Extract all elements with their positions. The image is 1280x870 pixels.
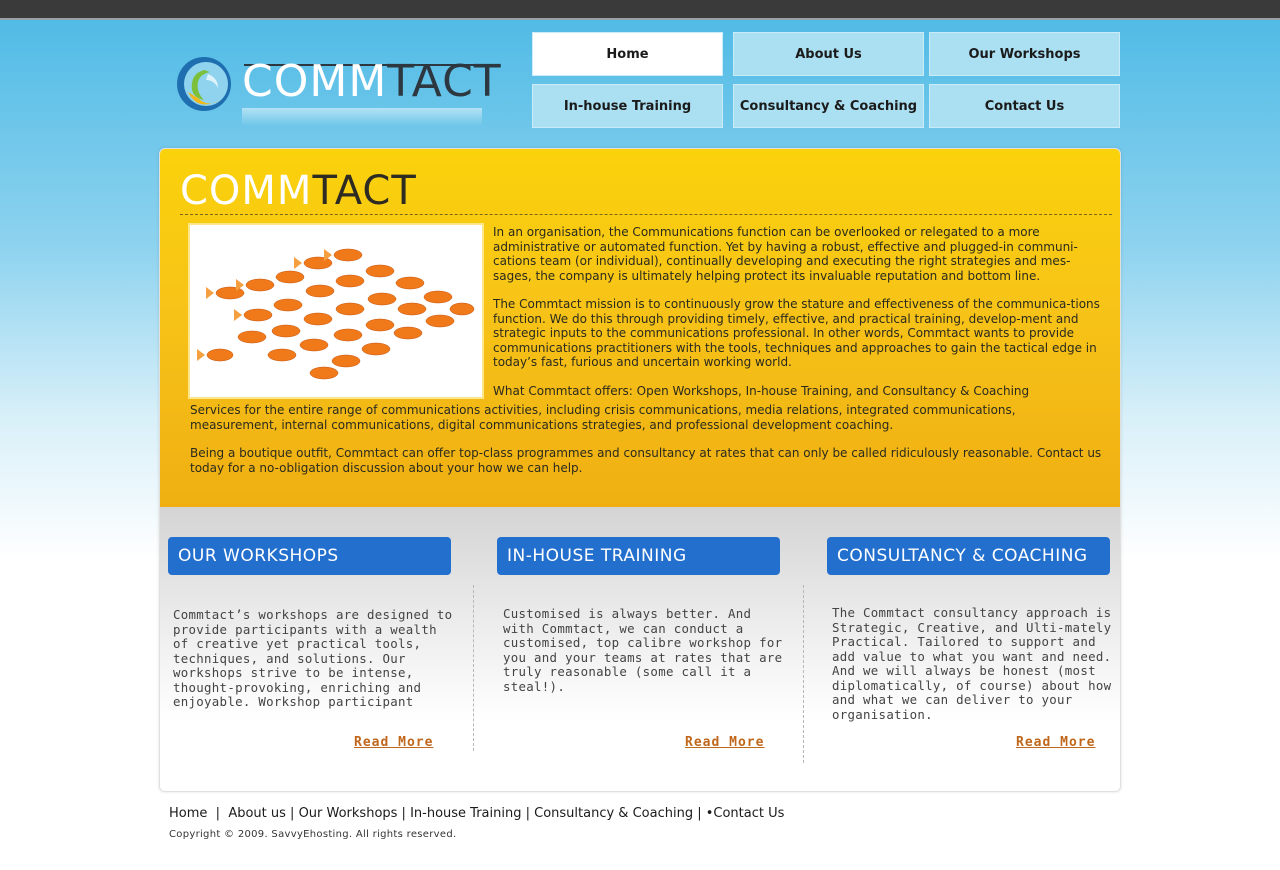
hero-divider xyxy=(180,214,1112,215)
footer-separator: | xyxy=(693,806,706,821)
consultancy-read-more-link[interactable]: Read More xyxy=(1016,735,1096,750)
workshops-read-more-link[interactable]: Read More xyxy=(354,735,434,750)
heading-in-house-training: IN-HOUSE TRAINING xyxy=(497,537,780,575)
footer-separator: | xyxy=(207,806,229,821)
footer-link-our-workshops[interactable]: Our Workshops xyxy=(298,806,398,821)
in-house-training-read-more-link[interactable]: Read More xyxy=(685,735,765,750)
column-divider xyxy=(473,585,474,751)
hero-title xyxy=(180,167,417,215)
goldfish-illustration xyxy=(190,225,482,397)
nav-home[interactable]: Home xyxy=(532,32,723,76)
logo-text-tact: TACT xyxy=(387,56,502,107)
hero-paragraph-3: Services for the entire range of communications activities, including crisis communications, media relations, integrated communications, measurement, internal communications, digital communications strategies, and professional development coaching. xyxy=(190,403,1016,432)
logo-wordmark xyxy=(242,56,502,108)
goldfish-school-image xyxy=(188,223,484,399)
hero-section xyxy=(160,149,1121,507)
copyright-text: Copyright © 2009. SavvyEhosting. All rights reserved. xyxy=(169,829,457,840)
hero-title-comm: COMM xyxy=(180,168,313,214)
main-content-panel xyxy=(159,148,1121,792)
in-house-training-description: Customised is always better. And with Commtact, we can conduct a customised, top calibre workshop for you and your teams at rates that are truly reasonable (some call it a steal!). xyxy=(503,606,783,694)
workshops-description: Commtact’s workshops are designed to provide participants with a wealth of creative yet practical tools, techniques, and solutions. Our workshops strive to be intense, thought-provoking, enriching and enjoyable. Workshop participant xyxy=(173,607,453,709)
footer-link-home[interactable]: Home xyxy=(169,806,208,821)
footer-link-in-house-training[interactable]: In-house Training xyxy=(410,806,522,821)
column-divider xyxy=(803,585,804,763)
commtact-logo[interactable] xyxy=(174,50,502,130)
nav-in-house-training[interactable]: In-house Training xyxy=(532,84,723,128)
heading-consultancy-coaching: CONSULTANCY & COACHING xyxy=(827,537,1110,575)
nav-about-us[interactable]: About Us xyxy=(733,32,924,76)
footer-nav xyxy=(169,806,784,821)
hero-paragraph-4: Being a boutique outfit, Commtact can offer top-class programmes and consultancy at rates that can only be called ridiculously reasonable. Contact us today for a no-obligation discussion about your how we can help. xyxy=(190,446,1102,475)
hero-paragraph-2: The Commtact mission is to continuously grow the stature and effectiveness of the communica-tions function. We do this through providing timely, effective, and practical training, develop-ment and strategic inputs to the communications professional. In other words, Commtact wants to provide communications practitioners with the tools, techniques and approaches to gain the tactical edge in today’s fast, furious and uncertain working world. xyxy=(493,297,1100,370)
footer-link-consultancy-coaching[interactable]: Consultancy & Coaching xyxy=(534,806,694,821)
footer-link-contact-us[interactable]: •Contact Us xyxy=(705,806,785,821)
heading-our-workshops: OUR WORKSHOPS xyxy=(168,537,451,575)
footer-separator: | xyxy=(521,806,535,821)
hero-title-tact: TACT xyxy=(312,168,417,214)
logo-reflection xyxy=(242,108,482,126)
nav-consultancy-coaching[interactable]: Consultancy & Coaching xyxy=(733,84,924,128)
footer-separator: | xyxy=(285,806,299,821)
browser-top-bar xyxy=(0,0,1280,20)
services-section xyxy=(160,507,1121,792)
hero-paragraph-1: In an organisation, the Communications function can be overlooked or relegated to a more administrative or automated function. Yet by having a robust, effective and plugged-in communi-cations team (or individual), continually developing and executing the right strategies and mes-sages, the company is ultimately helping protect its invaluable reputation and bottom line. xyxy=(493,225,1078,283)
nav-contact-us[interactable]: Contact Us xyxy=(929,84,1120,128)
nav-our-workshops[interactable]: Our Workshops xyxy=(929,32,1120,76)
hero-paragraph-3-lead: What Commtact offers: Open Workshops, In-house Training, and Consultancy & Coaching xyxy=(493,384,1030,398)
logo-text-comm: COMM xyxy=(242,56,388,107)
logo-swirl-icon xyxy=(174,52,234,116)
footer-separator: | xyxy=(397,806,411,821)
footer-link-about-us[interactable]: About us xyxy=(228,806,286,821)
consultancy-description: The Commtact consultancy approach is Strategic, Creative, and Ulti-mately Practical. Tailored to support and add value to what you want and need. And we will always be honest (most diplomatically, of course) about how and what we can deliver to your organisation. xyxy=(832,605,1112,722)
